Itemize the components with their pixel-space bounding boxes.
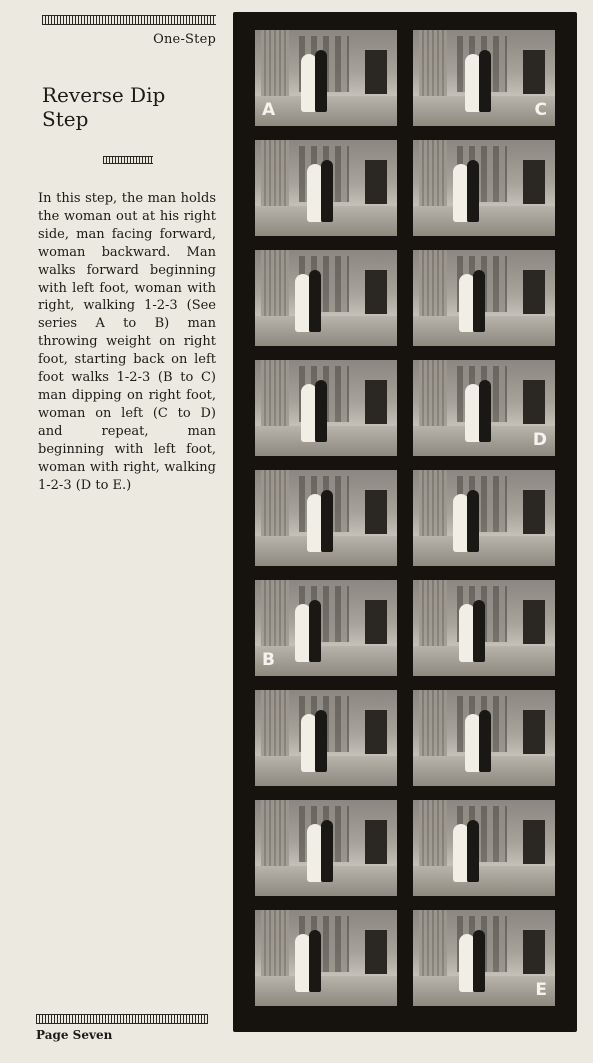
- frame-curtain: [261, 690, 289, 756]
- frame-cabinet: [523, 50, 545, 94]
- frame-dancer-man: [315, 710, 327, 772]
- frame-curtain: [261, 580, 289, 646]
- frame-dancer-man: [309, 270, 321, 332]
- frame-curtain: [419, 470, 447, 536]
- frame-cabinet: [365, 160, 387, 204]
- step-description: In this step, the man holds the woman out at his right side, man facing forward, woman backward. Man walks forward beginning with left foot, woman with right, walking 1-2-3 (See series A to B) man throwing weight on right foot, starting back on left foot walks 1-2-3 (B to C) man dipping on right foot, woman on left (C to D) and repeat, man beginning with left foot, woman with right, walking 1-2-3 (D to E.): [38, 191, 216, 493]
- film-frame-3-right: [413, 250, 555, 346]
- frame-cabinet: [365, 490, 387, 534]
- frame-dancer-man: [321, 490, 333, 552]
- frame-curtain: [261, 360, 289, 426]
- frame-cabinet: [523, 160, 545, 204]
- frame-cabinet: [365, 710, 387, 754]
- film-frame-2-left: [255, 140, 397, 236]
- frame-floor: [255, 646, 397, 676]
- frame-series-letter: E: [535, 980, 547, 1000]
- film-frame-9-right: [413, 910, 555, 1006]
- frame-dancer-man: [321, 820, 333, 882]
- film-frame-3-left: [255, 250, 397, 346]
- frame-curtain: [419, 250, 447, 316]
- frame-dancer-man: [479, 50, 491, 112]
- frame-dancer-man: [309, 930, 321, 992]
- frame-curtain: [261, 800, 289, 866]
- frame-cabinet: [523, 820, 545, 864]
- film-frame-9-left: [255, 910, 397, 1006]
- frame-curtain: [419, 690, 447, 756]
- frame-cabinet: [365, 600, 387, 644]
- frame-cabinet: [365, 50, 387, 94]
- frame-cabinet: [523, 380, 545, 424]
- frame-series-letter: D: [532, 430, 547, 450]
- film-frame-8-right: [413, 800, 555, 896]
- top-decorative-rule: [42, 15, 216, 25]
- frame-dancer-man: [467, 490, 479, 552]
- film-frame-1-right: [413, 30, 555, 126]
- frame-cabinet: [365, 930, 387, 974]
- frame-curtain: [261, 910, 289, 976]
- frame-floor: [255, 316, 397, 346]
- frame-cabinet: [523, 600, 545, 644]
- film-frame-6-right: [413, 580, 555, 676]
- frame-curtain: [419, 140, 447, 206]
- frame-cabinet: [365, 380, 387, 424]
- frame-curtain: [419, 580, 447, 646]
- frame-curtain: [419, 800, 447, 866]
- frame-dancer-man: [315, 50, 327, 112]
- film-frame-2-right: [413, 140, 555, 236]
- frame-dancer-man: [321, 160, 333, 222]
- frame-dancer-man: [473, 930, 485, 992]
- film-frame-7-left: [255, 690, 397, 786]
- frame-curtain: [261, 250, 289, 316]
- frame-curtain: [261, 30, 289, 96]
- title-divider-rule: [103, 156, 153, 164]
- frame-curtain: [419, 360, 447, 426]
- frame-dancer-man: [309, 600, 321, 662]
- frame-floor: [255, 976, 397, 1006]
- film-frame-6-left: [255, 580, 397, 676]
- frame-cabinet: [523, 490, 545, 534]
- film-frame-7-right: [413, 690, 555, 786]
- film-frame-5-right: [413, 470, 555, 566]
- frame-cabinet: [365, 820, 387, 864]
- frame-curtain: [261, 470, 289, 536]
- step-title-line-2: Step: [42, 107, 89, 131]
- frame-series-letter: A: [262, 100, 276, 120]
- section-label: One-Step: [153, 32, 216, 47]
- frame-cabinet: [523, 270, 545, 314]
- film-frame-8-left: [255, 800, 397, 896]
- frame-cabinet: [523, 710, 545, 754]
- frame-dancer-man: [479, 710, 491, 772]
- frame-dancer-man: [473, 270, 485, 332]
- frame-curtain: [419, 30, 447, 96]
- frame-cabinet: [523, 930, 545, 974]
- page-number: Page Seven: [36, 1028, 113, 1042]
- frame-dancer-man: [473, 600, 485, 662]
- frame-dancer-man: [467, 160, 479, 222]
- frame-curtain: [261, 140, 289, 206]
- frame-dancer-man: [315, 380, 327, 442]
- film-frame-5-left: [255, 470, 397, 566]
- step-title: [42, 83, 222, 131]
- step-title-line-1: Reverse Dip: [42, 83, 166, 107]
- bottom-decorative-rule: [36, 1014, 208, 1024]
- dance-photo-filmstrip: [233, 12, 577, 1032]
- frame-cabinet: [365, 270, 387, 314]
- frame-floor: [413, 206, 555, 236]
- frame-series-letter: B: [262, 650, 275, 670]
- frame-dancer-man: [467, 820, 479, 882]
- film-frame-4-right: [413, 360, 555, 456]
- frame-floor: [413, 866, 555, 896]
- film-frame-1-left: [255, 30, 397, 126]
- frame-dancer-man: [479, 380, 491, 442]
- frame-series-letter: C: [534, 100, 547, 120]
- frame-curtain: [419, 910, 447, 976]
- frame-floor: [413, 536, 555, 566]
- film-frame-4-left: [255, 360, 397, 456]
